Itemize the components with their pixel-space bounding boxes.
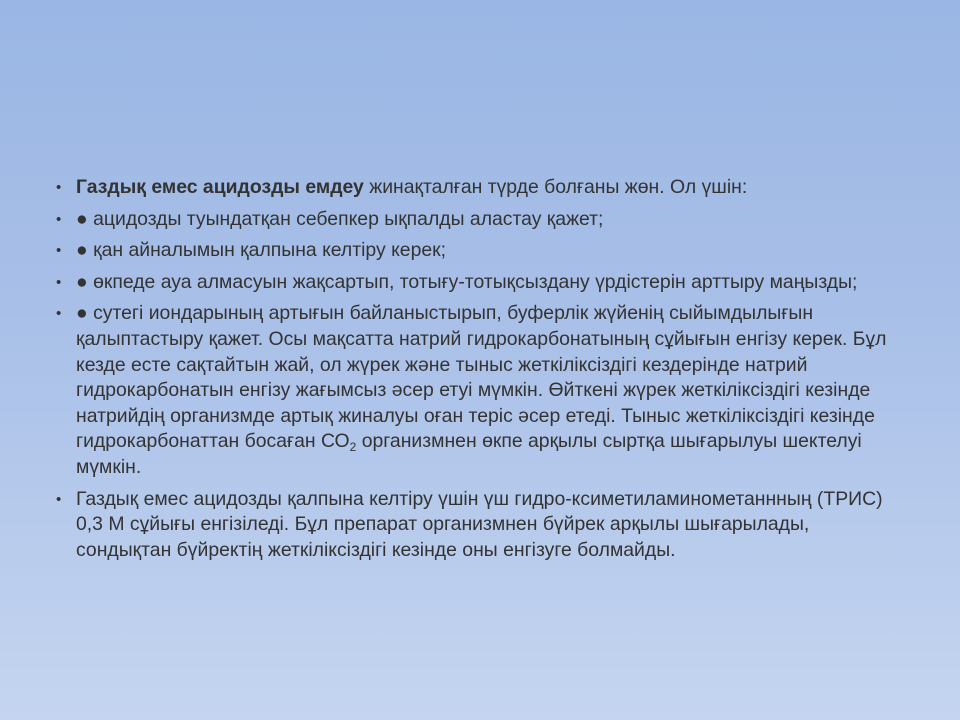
bullet-text: Газдық емес ацидозды қалпына келтіру үшін үш гидро-ксиметиламинометаннның (ТРИС) 0,3 М сұйығы енгізіледі. Бұл препарат организмнен бүйрек арқылы шығарылады, сондықтан бүйректің жеткіліксіздігі кезінде оны енгізуге болмайды. [76, 487, 883, 561]
bullet-text: ● ацидозды туындатқан себепкер ықпалды аластау қажет; [76, 207, 604, 230]
bullet-item-1 [56, 175, 906, 201]
bullet-list [56, 175, 906, 569]
bullet-item-2 [56, 207, 906, 233]
bullet-text: ● өкпеде ауа алмасуын жақсартып, тотығу-тотықсыздану үрдістерін арттыру маңызды; [76, 270, 858, 293]
bullet-text-after: организмнен өкпе арқылы сыртқа шығарылуы шектелуі мүмкін. [76, 430, 862, 478]
bullet-item-6 [56, 487, 906, 564]
subscript-2: 2 [349, 440, 357, 455]
bullet-text: ● сутегі иондарының артығын байланыстырып, буферлік жүйенің сыйымдылығын қалыптастыру қажет. Осы мақсатта натрий гидрокарбонатының сұйығын енгізу керек. Бұл кезде есте сақтайтын жай, ол жүрек және тыныс жеткіліксіздігі кездерінде натрий гидрокарбонатын енгізу жағымсыз әсер етуі мүмкін. Өйткені жүрек жеткіліксіздігі кезінде натрийдің организмде артық жиналуы оған теріс әсер етеді. Тыныс жеткіліксіздігі кезінде гидрокарбонаттан босаған СО [76, 302, 887, 453]
bullet-item-4 [56, 270, 906, 296]
bullet-text: жинақталған түрде болғаны жөн. Ол үшін: [363, 176, 748, 198]
bullet-bold-heading: Газдық емес ацидозды емдеу [76, 176, 364, 198]
bullet-item-5 [56, 301, 906, 480]
bullet-text: ● қан айналымын қалпына келтіру керек; [76, 239, 447, 262]
bullet-item-3 [56, 238, 906, 264]
